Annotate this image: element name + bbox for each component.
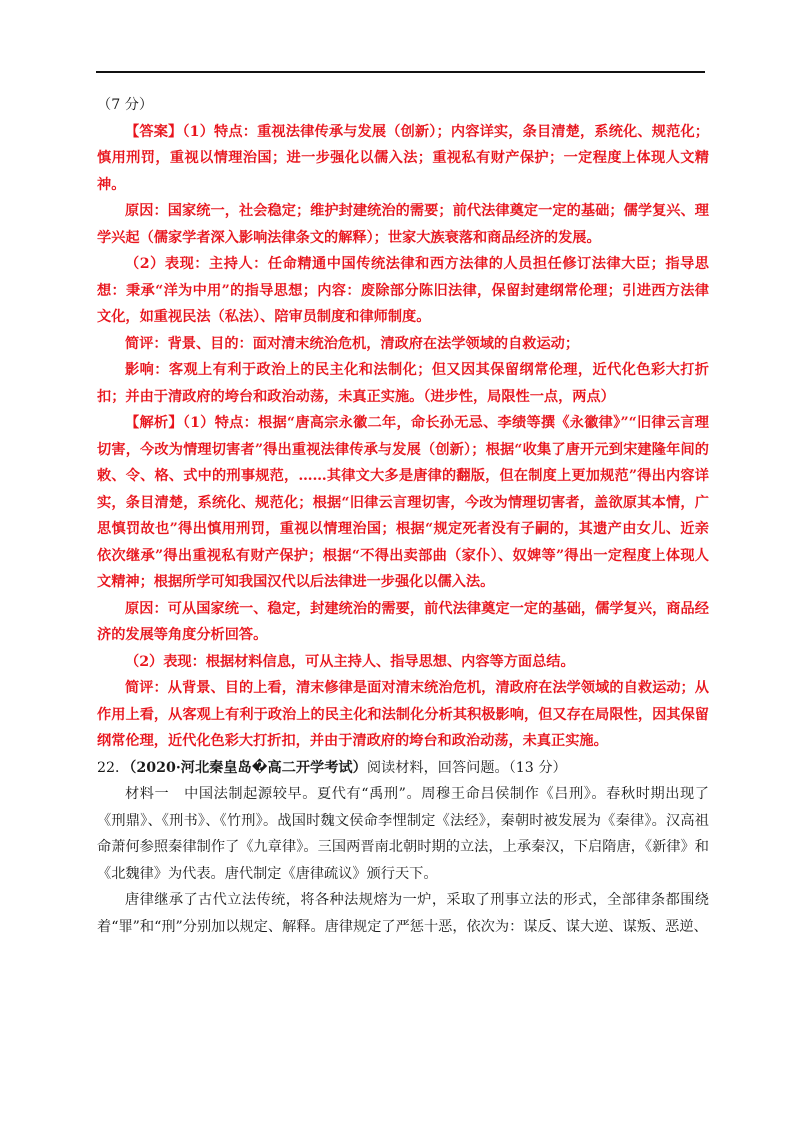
- header-rule: [96, 71, 705, 73]
- answer-part2: （2）表现：主持人：任命精通中国传统法律和西方法律的人员担任修订法律大臣；指导思想：秉承“洋为中用”的指导思想；内容：废除部分陈旧法律，保留封建纲常伦理；引进西方法律文化，如重视民法（私法）、陪审员制度和律师制度。: [97, 256, 709, 325]
- analysis-reasons: 原因：可从国家统一、稳定，封建统治的需要，前代法律奠定一定的基础，儒学复兴，商品经济的发展等角度分析回答。: [97, 600, 709, 643]
- analysis-tag: 【解析】: [125, 415, 183, 431]
- analysis-part2: （2）表现：根据材料信息，可从主持人、指导思想、内容等方面总结。: [125, 653, 575, 670]
- answer-comment: 简评：背景、目的：面对清末统治危机，清政府在法学领域的自救运动；: [125, 335, 580, 352]
- question-source: （2020·河北秦皇岛�高二开学考试）: [129, 759, 367, 776]
- analysis-comment: 简评：从背景、目的上看，清末修律是面对清末统治危机，清政府在法学领域的自救运动；从作用上看，从客观上有利于政治上的民主化和法制化分析其积极影响，但又存在局限性，因其保留纲常伦理，近代化色彩大打折扣，并由于清政府的垮台和政治动荡，未真正实施。: [97, 680, 709, 749]
- score-prev: （7 分）: [97, 97, 154, 113]
- question-22-header: [97, 755, 709, 782]
- answer-tag: 【答案】: [125, 123, 183, 140]
- question-number: 22．: [97, 759, 130, 776]
- material-2: 唐律继承了古代立法传统，将各种法规熔为一炉，采取了刑事立法的形式，全部律条都围绕着“罪”和“刑”分别加以规定、解释。唐律规定了严惩十恶，依次为：谋反、谋大逆、谋叛、恶逆、: [97, 892, 709, 935]
- answer-reasons: 原因：国家统一，社会稳定；维护封建统治的需要；前代法律奠定一定的基础；儒学复兴、理学兴起（儒家学者深入影响法律条文的解释）；世家大族衰落和商品经济的发展。: [97, 203, 709, 246]
- analysis-part1: [97, 410, 709, 596]
- answer-impact: 影响：客观上有利于政治上的民主化和法制化；但又因其保留纲常伦理，近代化色彩大打折扣；并由于清政府的垮台和政治动荡，未真正实施。（进步性，局限性一点，两点）: [97, 362, 709, 405]
- material-1: 材料一 中国法制起源较早。夏代有“禹刑”。周穆王命吕侯制作《吕刑》。春秋时期出现了《刑鼎》、《刑书》、《竹刑》。战国时魏文侯命李悝制定《法经》，秦朝时被发展为《秦律》。汉高祖命萧何参照秦律制作了《九章律》。三国两晋南北朝时期的立法，上承秦汉，下启隋唐，《新律》和《北魏律》为代表。唐代制定《唐律疏议》颁行天下。: [97, 786, 709, 882]
- question-prompt: 阅读材料，回答问题。（13 分）: [366, 759, 567, 776]
- answer-part1-text: （1）特点：重视法律传承与发展（创新）；内容详实，条目清楚，系统化、规范化；慎用刑罚，重视以情理治国；进一步强化以儒入法；重视私有财产保护；一定程度上体现人文精神。: [97, 123, 709, 193]
- page-content: [97, 92, 709, 940]
- analysis-part1-text: （1）特点：根据“唐高宗永徽二年，命长孙无忌、李绩等撰《永徽律》”“旧律云言理切害，今改为情理切害者”得出重视法律传承与发展（创新）；根据“收集了唐开元到宋建隆年间的敕、令、格、式中的刑事规范，……其律文大多是唐律的翻版，但在制度上更加规范”得出内容详实，条目清楚，系统化、规范化；根据“旧律云言理切害，今改为情理切害者，盖欲原其本情，广思慎罚故也”得出慎用刑罚，重视以情理治国；根据“规定死者没有子嗣的，其遗产由女儿、近亲依次继承”得出重视私有财产保护；根据“不得出卖部曲（家仆）、奴婢等”得出一定程度上体现人文精神；根据所学可知我国汉代以后法律进一步强化以儒入法。: [97, 415, 709, 590]
- answer-part1: [97, 119, 709, 199]
